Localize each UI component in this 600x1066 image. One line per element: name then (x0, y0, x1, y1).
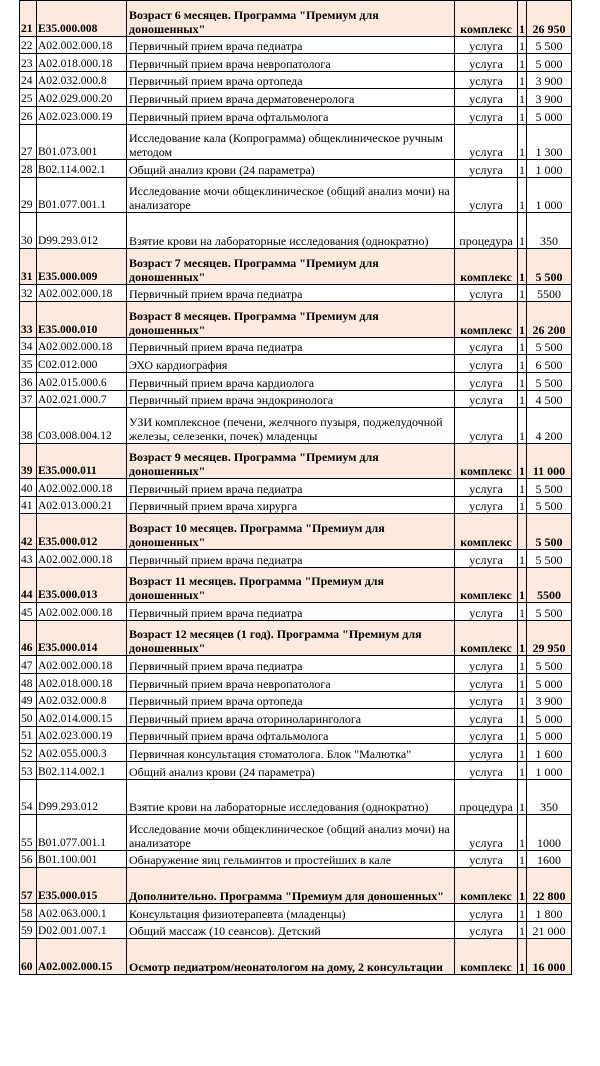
quantity-cell: 1 (518, 124, 527, 160)
price-cell: 350 (527, 213, 572, 249)
table-row (20, 71, 572, 89)
price-cell: 1000 (527, 815, 572, 851)
quantity-cell: 1 (518, 372, 527, 390)
price-cell: 5 500 (527, 603, 572, 621)
quantity-cell: 1 (518, 213, 527, 249)
quantity-cell: 1 (518, 390, 527, 408)
row-number-cell: 46 (20, 620, 37, 656)
table-section-row (20, 567, 572, 603)
table-row (20, 355, 572, 373)
row-number-cell: 60 (20, 939, 37, 975)
service-code-cell: A02.002.000.18 (37, 603, 127, 621)
unit-of-measure-cell: комплекс (455, 620, 518, 656)
quantity-cell: 1 (518, 903, 527, 921)
unit-of-measure-cell: услуга (455, 550, 518, 568)
price-cell: 1 600 (527, 744, 572, 762)
service-code-cell: A02.018.000.18 (37, 54, 127, 72)
unit-of-measure-cell: услуга (455, 903, 518, 921)
service-code-cell: A02.018.000.18 (37, 674, 127, 692)
row-number-cell: 35 (20, 355, 37, 373)
service-name-cell: Общий массаж (10 сеансов). Детский (127, 921, 455, 939)
service-name-cell: Исследование кала (Копрограмма) общеклиническое ручным методом (127, 124, 455, 160)
table-row (20, 691, 572, 709)
unit-of-measure-cell: услуга (455, 284, 518, 302)
service-code-cell: A02.002.000.18 (37, 479, 127, 497)
unit-of-measure-cell: услуга (455, 177, 518, 213)
service-code-cell: E35.000.013 (37, 567, 127, 603)
quantity-cell: 1 (518, 160, 527, 178)
table-row (20, 709, 572, 727)
table-row (20, 779, 572, 815)
price-cell: 350 (527, 779, 572, 815)
service-name-cell: Первичный прием врача педиатра (127, 603, 455, 621)
unit-of-measure-cell: услуга (455, 850, 518, 868)
quantity-cell: 1 (518, 550, 527, 568)
row-number-cell: 41 (20, 496, 37, 514)
service-code-cell: C03.008.004.12 (37, 408, 127, 444)
table-row (20, 496, 572, 514)
table-row (20, 372, 572, 390)
row-number-cell: 59 (20, 921, 37, 939)
table-section-row (20, 514, 572, 550)
quantity-cell: 1 (518, 71, 527, 89)
unit-of-measure-cell: услуга (455, 71, 518, 89)
service-name-cell: Возраст 12 месяцев (1 год). Программа "Премиум для доношенных" (127, 620, 455, 656)
unit-of-measure-cell: комплекс (455, 302, 518, 338)
price-cell: 5500 (527, 567, 572, 603)
unit-of-measure-cell: услуга (455, 390, 518, 408)
row-number-cell: 36 (20, 372, 37, 390)
row-number-cell: 49 (20, 691, 37, 709)
table-row (20, 36, 572, 54)
row-number-cell: 26 (20, 106, 37, 124)
service-code-cell: E35.000.008 (37, 1, 127, 37)
table-section-row (20, 443, 572, 479)
unit-of-measure-cell: услуга (455, 355, 518, 373)
quantity-cell: 1 (518, 106, 527, 124)
price-cell: 5 000 (527, 726, 572, 744)
price-cell: 3 900 (527, 71, 572, 89)
table-section-row (20, 1, 572, 37)
row-number-cell: 39 (20, 443, 37, 479)
quantity-cell: 1 (518, 36, 527, 54)
table-row (20, 160, 572, 178)
service-name-cell: УЗИ комплексное (печени, желчного пузыря, поджелудочной железы, селезенки, почек) младенцы (127, 408, 455, 444)
quantity-cell: 1 (518, 762, 527, 780)
price-cell: 5 500 (527, 248, 572, 284)
service-code-cell: D02.001.007.1 (37, 921, 127, 939)
service-code-cell: E35.000.015 (37, 868, 127, 904)
service-name-cell: Первичная консультация стоматолога. Блок "Малютка" (127, 744, 455, 762)
row-number-cell: 23 (20, 54, 37, 72)
service-code-cell: A02.002.000.15 (37, 939, 127, 975)
service-name-cell: Осмотр педиатром/неонатологом на дому, 2 консультации (127, 939, 455, 975)
table-row (20, 550, 572, 568)
unit-of-measure-cell: услуга (455, 603, 518, 621)
service-name-cell: Первичный прием врача педиатра (127, 337, 455, 355)
price-cell: 1 000 (527, 762, 572, 780)
quantity-cell: 1 (518, 355, 527, 373)
row-number-cell: 50 (20, 709, 37, 727)
price-cell: 21 000 (527, 921, 572, 939)
quantity-cell: 1 (518, 691, 527, 709)
table-section-row (20, 248, 572, 284)
unit-of-measure-cell: комплекс (455, 868, 518, 904)
table-row (20, 921, 572, 939)
row-number-cell: 24 (20, 71, 37, 89)
row-number-cell: 47 (20, 656, 37, 674)
quantity-cell: 1 (518, 496, 527, 514)
service-code-cell: A02.029.000.20 (37, 89, 127, 107)
price-cell: 3 900 (527, 89, 572, 107)
price-cell: 11 000 (527, 443, 572, 479)
table-row (20, 213, 572, 249)
row-number-cell: 58 (20, 903, 37, 921)
service-code-cell: A02.002.000.18 (37, 36, 127, 54)
table-row (20, 479, 572, 497)
quantity-cell: 1 (518, 177, 527, 213)
service-name-cell: Взятие крови на лабораторные исследования (однократно) (127, 779, 455, 815)
service-code-cell: A02.055.000.3 (37, 744, 127, 762)
unit-of-measure-cell: услуга (455, 89, 518, 107)
service-name-cell: Первичный прием врача эндокринолога (127, 390, 455, 408)
quantity-cell (518, 514, 527, 550)
service-name-cell: Обнаружение яиц гельминтов и простейших в кале (127, 850, 455, 868)
row-number-cell: 54 (20, 779, 37, 815)
price-cell: 29 950 (527, 620, 572, 656)
row-number-cell: 29 (20, 177, 37, 213)
quantity-cell: 1 (518, 779, 527, 815)
table-row (20, 89, 572, 107)
service-code-cell: E35.000.011 (37, 443, 127, 479)
unit-of-measure-cell: услуга (455, 54, 518, 72)
service-code-cell: A02.023.000.19 (37, 726, 127, 744)
service-name-cell: Первичный прием врача педиатра (127, 284, 455, 302)
row-number-cell: 56 (20, 850, 37, 868)
price-cell: 26 200 (527, 302, 572, 338)
price-cell: 5 500 (527, 656, 572, 674)
price-cell: 5 500 (527, 550, 572, 568)
unit-of-measure-cell: комплекс (455, 1, 518, 37)
unit-of-measure-cell: услуга (455, 744, 518, 762)
row-number-cell: 38 (20, 408, 37, 444)
quantity-cell: 1 (518, 567, 527, 603)
service-name-cell: Возраст 11 месяцев. Программа "Премиум для доношенных" (127, 567, 455, 603)
unit-of-measure-cell: услуга (455, 709, 518, 727)
table-section-row (20, 939, 572, 975)
service-code-cell: A02.002.000.18 (37, 337, 127, 355)
row-number-cell: 21 (20, 1, 37, 37)
service-name-cell: Первичный прием врача ортопеда (127, 71, 455, 89)
unit-of-measure-cell: комплекс (455, 443, 518, 479)
row-number-cell: 22 (20, 36, 37, 54)
quantity-cell: 1 (518, 248, 527, 284)
service-name-cell: Возраст 9 месяцев. Программа "Премиум для доношенных" (127, 443, 455, 479)
service-code-cell: E35.000.012 (37, 514, 127, 550)
quantity-cell: 1 (518, 337, 527, 355)
price-list-body (20, 1, 572, 975)
service-name-cell: Первичный прием врача дерматовенеролога (127, 89, 455, 107)
unit-of-measure-cell: комплекс (455, 514, 518, 550)
service-code-cell: B01.077.001.1 (37, 815, 127, 851)
table-row (20, 850, 572, 868)
table-section-row (20, 620, 572, 656)
price-cell: 22 800 (527, 868, 572, 904)
row-number-cell: 42 (20, 514, 37, 550)
price-cell: 3 900 (527, 691, 572, 709)
unit-of-measure-cell: услуга (455, 762, 518, 780)
quantity-cell: 1 (518, 89, 527, 107)
quantity-cell: 1 (518, 744, 527, 762)
unit-of-measure-cell: услуга (455, 815, 518, 851)
table-row (20, 54, 572, 72)
price-cell: 5500 (527, 284, 572, 302)
service-name-cell: Возраст 10 месяцев. Программа "Премиум для доношенных" (127, 514, 455, 550)
service-code-cell: A02.002.000.18 (37, 550, 127, 568)
service-name-cell: Первичный прием врача невропатолога (127, 54, 455, 72)
table-row (20, 177, 572, 213)
row-number-cell: 43 (20, 550, 37, 568)
price-cell: 5 000 (527, 54, 572, 72)
row-number-cell: 44 (20, 567, 37, 603)
service-code-cell: A02.015.000.6 (37, 372, 127, 390)
price-cell: 16 000 (527, 939, 572, 975)
price-cell: 4 200 (527, 408, 572, 444)
price-cell: 5 500 (527, 514, 572, 550)
unit-of-measure-cell: услуга (455, 674, 518, 692)
price-cell: 6 500 (527, 355, 572, 373)
service-name-cell: ЭХО кардиография (127, 355, 455, 373)
unit-of-measure-cell: услуга (455, 408, 518, 444)
price-cell: 5 500 (527, 479, 572, 497)
service-code-cell: B01.073.001 (37, 124, 127, 160)
quantity-cell: 1 (518, 443, 527, 479)
service-name-cell: Первичный прием врача ортопеда (127, 691, 455, 709)
quantity-cell: 1 (518, 1, 527, 37)
quantity-cell: 1 (518, 620, 527, 656)
row-number-cell: 40 (20, 479, 37, 497)
price-cell: 4 500 (527, 390, 572, 408)
service-code-cell: A02.032.000.8 (37, 691, 127, 709)
price-cell: 1 800 (527, 903, 572, 921)
unit-of-measure-cell: процедура (455, 213, 518, 249)
table-row (20, 124, 572, 160)
table-row (20, 762, 572, 780)
unit-of-measure-cell: услуга (455, 36, 518, 54)
quantity-cell: 1 (518, 674, 527, 692)
row-number-cell: 52 (20, 744, 37, 762)
price-cell: 1600 (527, 850, 572, 868)
service-name-cell: Первичный прием врача педиатра (127, 550, 455, 568)
quantity-cell: 1 (518, 709, 527, 727)
price-list-table (19, 0, 572, 975)
unit-of-measure-cell: комплекс (455, 567, 518, 603)
service-code-cell: A02.002.000.18 (37, 656, 127, 674)
service-code-cell: D99.293.012 (37, 779, 127, 815)
price-cell: 26 950 (527, 1, 572, 37)
service-code-cell: B01.100.001 (37, 850, 127, 868)
unit-of-measure-cell: комплекс (455, 248, 518, 284)
service-code-cell: A02.023.000.19 (37, 106, 127, 124)
service-name-cell: Первичный прием врача педиатра (127, 479, 455, 497)
service-name-cell: Первичный прием врача оториноларинголога (127, 709, 455, 727)
unit-of-measure-cell: процедура (455, 779, 518, 815)
service-code-cell: C02.012.000 (37, 355, 127, 373)
table-section-row (20, 302, 572, 338)
service-name-cell: Общий анализ крови (24 параметра) (127, 160, 455, 178)
quantity-cell: 1 (518, 921, 527, 939)
service-name-cell: Возраст 6 месяцев. Программа "Премиум для доношенных" (127, 1, 455, 37)
service-name-cell: Возраст 8 месяцев. Программа "Премиум для доношенных" (127, 302, 455, 338)
service-name-cell: Общий анализ крови (24 параметра) (127, 762, 455, 780)
service-name-cell: Первичный прием врача невропатолога (127, 674, 455, 692)
quantity-cell: 1 (518, 479, 527, 497)
table-row (20, 603, 572, 621)
service-name-cell: Первичный прием врача хирурга (127, 496, 455, 514)
unit-of-measure-cell: услуга (455, 921, 518, 939)
row-number-cell: 27 (20, 124, 37, 160)
price-cell: 5 500 (527, 372, 572, 390)
service-name-cell: Взятие крови на лабораторные исследования (однократно) (127, 213, 455, 249)
quantity-cell: 1 (518, 302, 527, 338)
unit-of-measure-cell: услуга (455, 337, 518, 355)
row-number-cell: 45 (20, 603, 37, 621)
service-name-cell: Первичный прием врача педиатра (127, 36, 455, 54)
table-section-row (20, 868, 572, 904)
unit-of-measure-cell: услуга (455, 372, 518, 390)
price-cell: 5 500 (527, 36, 572, 54)
service-name-cell: Первичный прием врача педиатра (127, 656, 455, 674)
row-number-cell: 57 (20, 868, 37, 904)
table-row (20, 337, 572, 355)
unit-of-measure-cell: комплекс (455, 939, 518, 975)
service-code-cell: A02.021.000.7 (37, 390, 127, 408)
table-row (20, 674, 572, 692)
row-number-cell: 33 (20, 302, 37, 338)
table-row (20, 903, 572, 921)
service-code-cell: A02.014.000.15 (37, 709, 127, 727)
service-name-cell: Первичный прием врача кардиолога (127, 372, 455, 390)
price-cell: 1 000 (527, 177, 572, 213)
service-name-cell: Возраст 7 месяцев. Программа "Премиум для доношенных" (127, 248, 455, 284)
price-cell: 5 500 (527, 496, 572, 514)
row-number-cell: 32 (20, 284, 37, 302)
table-row (20, 106, 572, 124)
price-cell: 5 000 (527, 674, 572, 692)
row-number-cell: 48 (20, 674, 37, 692)
service-code-cell: A02.013.000.21 (37, 496, 127, 514)
quantity-cell: 1 (518, 939, 527, 975)
unit-of-measure-cell: услуга (455, 496, 518, 514)
row-number-cell: 25 (20, 89, 37, 107)
service-name-cell: Консультация физиотерапевта (младенцы) (127, 903, 455, 921)
table-row (20, 390, 572, 408)
service-name-cell: Дополнительно. Программа "Премиум для доношенных" (127, 868, 455, 904)
quantity-cell: 1 (518, 815, 527, 851)
unit-of-measure-cell: услуга (455, 691, 518, 709)
table-row (20, 744, 572, 762)
service-code-cell: D99.293.012 (37, 213, 127, 249)
service-name-cell: Первичный прием врача офтальмолога (127, 106, 455, 124)
quantity-cell: 1 (518, 726, 527, 744)
service-name-cell: Исследование мочи общеклиническое (общий анализ мочи) на анализаторе (127, 815, 455, 851)
unit-of-measure-cell: услуга (455, 726, 518, 744)
unit-of-measure-cell: услуга (455, 124, 518, 160)
service-code-cell: A02.063.000.1 (37, 903, 127, 921)
quantity-cell: 1 (518, 54, 527, 72)
service-name-cell: Первичный прием врача офтальмолога (127, 726, 455, 744)
unit-of-measure-cell: услуга (455, 656, 518, 674)
service-name-cell: Исследование мочи общеклиническое (общий анализ мочи) на анализаторе (127, 177, 455, 213)
table-row (20, 726, 572, 744)
unit-of-measure-cell: услуга (455, 479, 518, 497)
unit-of-measure-cell: услуга (455, 160, 518, 178)
row-number-cell: 31 (20, 248, 37, 284)
service-code-cell: E35.000.009 (37, 248, 127, 284)
quantity-cell: 1 (518, 868, 527, 904)
service-code-cell: B01.077.001.1 (37, 177, 127, 213)
service-code-cell: B02.114.002.1 (37, 762, 127, 780)
row-number-cell: 55 (20, 815, 37, 851)
unit-of-measure-cell: услуга (455, 106, 518, 124)
service-code-cell: E35.000.014 (37, 620, 127, 656)
quantity-cell: 1 (518, 850, 527, 868)
row-number-cell: 34 (20, 337, 37, 355)
quantity-cell: 1 (518, 603, 527, 621)
service-code-cell: A02.002.000.18 (37, 284, 127, 302)
service-code-cell: A02.032.000.8 (37, 71, 127, 89)
quantity-cell: 1 (518, 408, 527, 444)
table-row (20, 408, 572, 444)
price-cell: 1 000 (527, 160, 572, 178)
service-code-cell: B02.114.002.1 (37, 160, 127, 178)
price-cell: 5 000 (527, 106, 572, 124)
quantity-cell: 1 (518, 656, 527, 674)
row-number-cell: 37 (20, 390, 37, 408)
service-code-cell: E35.000.010 (37, 302, 127, 338)
quantity-cell: 1 (518, 284, 527, 302)
row-number-cell: 51 (20, 726, 37, 744)
row-number-cell: 30 (20, 213, 37, 249)
row-number-cell: 28 (20, 160, 37, 178)
row-number-cell: 53 (20, 762, 37, 780)
table-row (20, 284, 572, 302)
price-cell: 5 000 (527, 709, 572, 727)
table-row (20, 656, 572, 674)
table-row (20, 815, 572, 851)
price-cell: 5 500 (527, 337, 572, 355)
price-cell: 1 300 (527, 124, 572, 160)
